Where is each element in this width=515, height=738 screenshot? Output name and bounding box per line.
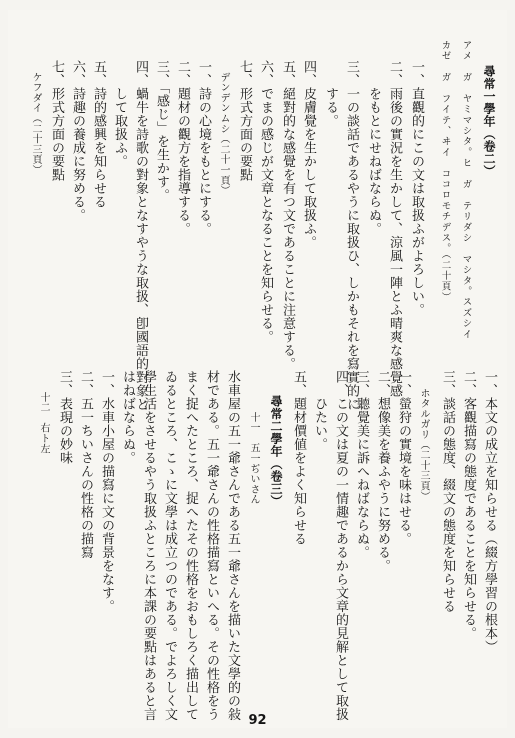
point-item: 三、一の談話であるやうに取扱ひ、しかもそれを寫實的に bbox=[344, 60, 359, 411]
lesson-title: 十二 右ト左 bbox=[38, 392, 49, 454]
lesson-title: ホタルガリ（二十三頁） bbox=[418, 388, 429, 502]
point-item: 二、題材の觀方を指導する。 bbox=[175, 60, 190, 236]
body-text-line: 學生活をさせるやう取扱ふところに本課の要點はあると言 bbox=[141, 370, 156, 721]
point-item: 五、詩的感興を知らせる bbox=[91, 60, 106, 209]
point-item: 三、聽覺美に訴へねばならぬ。 bbox=[354, 370, 369, 559]
point-item: 三、表現の妙味 bbox=[57, 370, 72, 465]
grade1-heading: 尋常一學年（卷二） bbox=[482, 65, 496, 178]
point-item: 六、でまの感じが文章となることを知らせる。 bbox=[258, 60, 273, 344]
body-text-line: はねばならぬ。 bbox=[120, 370, 135, 465]
point-item: 七、形式方面の要點 bbox=[237, 60, 252, 182]
point-item: 一、詩の心境をもとにする。 bbox=[196, 60, 211, 236]
point-item: 五、絕對的な感覺を有つ文であることに注意する。 bbox=[280, 60, 295, 371]
point-item: 六、詩趣の養成に努める。 bbox=[70, 60, 85, 222]
lesson-title: 十一 五一ぢいさん bbox=[248, 412, 259, 505]
point-item: 七、形式方面の要點 bbox=[49, 60, 64, 182]
point-item: 四、蝸牛を詩歌の對象となすやうな取扱、卽國語的對象と bbox=[133, 60, 148, 411]
lesson-text-line: アメ ガ ヤミマシタ。ヒ ガ テリダシ マシタ。スズシイ bbox=[460, 40, 472, 340]
point-item: 一、直觀的にこの文は取扱ふがよろしい。 bbox=[409, 60, 424, 317]
point-item: 四、この文は夏の一情趣であるから文章的見解として取扱 bbox=[333, 370, 348, 721]
page-number: 92 bbox=[248, 713, 267, 728]
grade2-heading: 尋常二學年（卷三） bbox=[269, 395, 283, 508]
lesson-text-line: カゼ ガ フイテ、ヰイ ココロモチデス。（二十頁） bbox=[439, 40, 451, 303]
lesson-title: デンデンムシ（二十一頁） bbox=[218, 72, 229, 196]
lesson-title: ケフダイ（二十三頁） bbox=[30, 72, 41, 175]
point-item-continued: する。 bbox=[323, 60, 338, 128]
point-item-continued: ひたい。 bbox=[312, 370, 327, 451]
body-text-line: 水車屋の五一爺さんである五一爺さんを描いた文學的の敍 bbox=[225, 370, 240, 721]
body-text-line: ゐるところ、こゝに文學は成立つのである。でよろしく文 bbox=[162, 370, 177, 721]
point-item: 二、客觀描寫の態度であることを知らせる。 bbox=[461, 370, 476, 640]
point-item-continued: して取扱ふ。 bbox=[112, 60, 127, 168]
body-text-line: まく捉へたところ、捉へたその性格をおもしろく描出して bbox=[183, 370, 198, 721]
point-item: 二、雨後の實況を生かして、涼風一陣とふ晴爽な感覺感 bbox=[387, 60, 402, 398]
point-item: 二、想像美を養ふやうに努める。 bbox=[375, 370, 390, 573]
point-item: 五、題材價値をよく知らせる bbox=[291, 370, 306, 546]
point-item: 一、本文の成立を知らせる（綴方學習の根本） bbox=[482, 370, 497, 654]
page-sheet bbox=[8, 10, 507, 728]
point-item: 二、五一ちいさんの性格の描寫 bbox=[78, 370, 93, 559]
point-item: 三、談話の態度、綴文の態度を知らせる bbox=[440, 370, 455, 613]
point-item: 四、皮膚覺を生かして取扱ふ。 bbox=[301, 60, 316, 249]
point-item: 一、水車小屋の描寫に文の背景をなす。 bbox=[99, 370, 114, 613]
point-item: 三、「感じ」を生かす。 bbox=[154, 60, 169, 202]
body-text-line: 材である。五一爺さんの性格描寫といへる。その性格をう bbox=[204, 370, 219, 721]
point-item-continued: をもとにせねばならぬ。 bbox=[366, 60, 381, 236]
point-item: 一、螢狩の實境を味はせる。 bbox=[396, 370, 411, 546]
